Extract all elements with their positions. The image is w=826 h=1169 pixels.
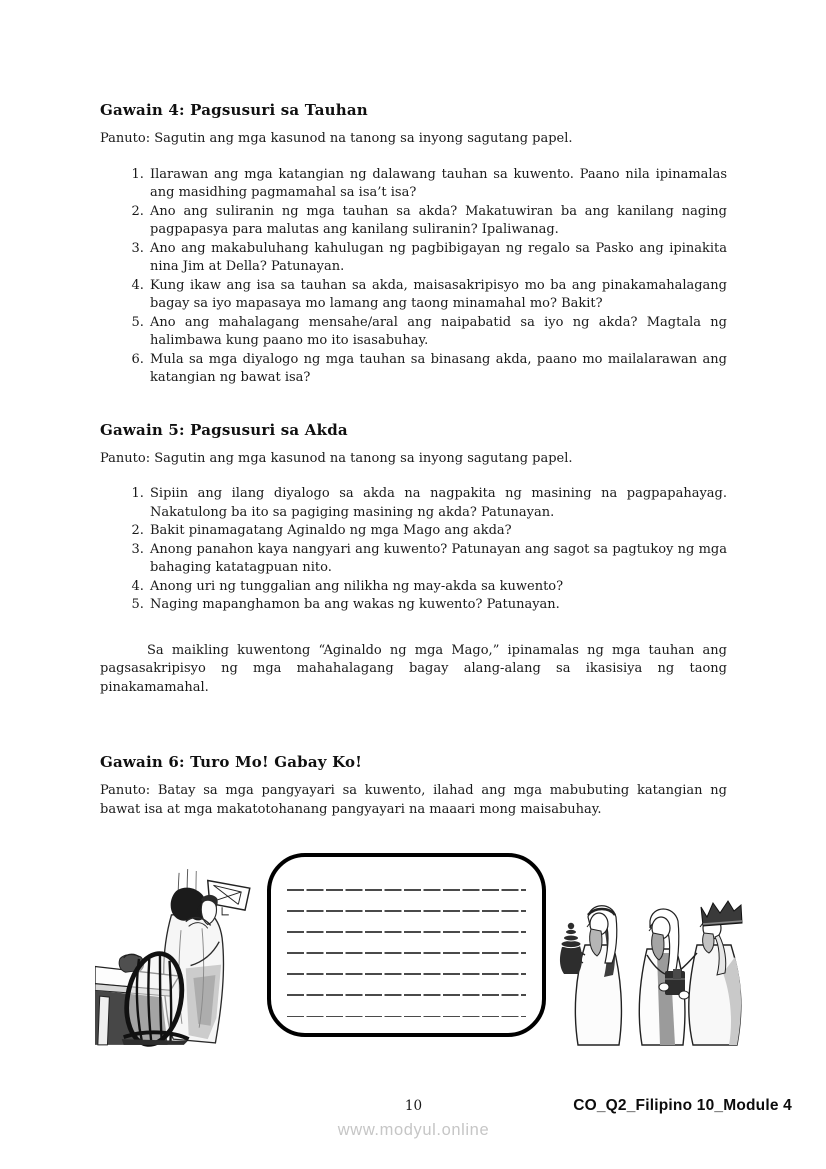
section-gawain6 [100,752,727,819]
question-item: 4. Kung ikaw ang isa sa tauhan sa akda, maisasakripisyo mo ba ang pinakamahalagang bagay sa iyo mapasaya mo lamang ang taong minamahal mo? Bakit? [148,277,727,314]
question-item: 4. Anong uri ng tunggalian ang nilikha ng may-akda sa kuwento? [148,578,727,597]
question-item: 2. Ano ang suliranin ng mga tauhan sa akda? Makatuwiran ba ang kanilang naging pagpapasya para malutas ang kanilang suliranin? Ipaliwanag. [148,203,727,240]
gawain5-instruction: Panuto: Sagutin ang mga kasunod na tanong sa inyong sagutang papel. [100,450,573,466]
gawain4-instruction: Panuto: Sagutin ang mga kasunod na tanong sa inyong sagutang papel. [100,131,573,146]
story-summary-paragraph: Sa maikling kuwentong “Aginaldo ng mga Mago,” ipinamalas ng mga tauhan ang pagsasakripisyo ng mga mahahalagang bagay alang-alang sa ikasisiya ng taong pinakamamahal. [100,642,727,695]
question-item: 2. Bakit pinamagatang Aginaldo ng mga Mago ang akda? [148,522,727,541]
answer-line [287,931,526,933]
couple-embracing-illustration [95,862,267,1050]
answer-box [267,853,546,1037]
module-code-label: CO_Q2_Filipino 10_Module 4 [573,1097,792,1114]
question-item: 1. Ilarawan ang mga katangian ng dalawang tauhan sa kuwento. Paano nila ipinamalas ang masidhing pagmamahal sa isa’t isa? [148,166,727,203]
section-gawain5 [100,420,727,698]
gawain4-title: Gawain 4: Pagsusuri sa Tauhan [100,101,368,119]
section-gawain4 [100,100,727,388]
question-item: 6. Mula sa mga diyalogo ng mga tauhan sa binasang akda, paano mo mailalarawan ang katangian ng bawat isa? [148,351,727,388]
answer-line [287,910,526,912]
question-item: 3. Anong panahon kaya nangyari ang kuwento? Patunayan ang sagot sa pagtukoy ng mga bahaging katatagpuan nito. [148,541,727,578]
question-item: 1. Sipiin ang ilang diyalogo sa akda na nagpakita ng masining na pagpapahayag. Nakatulong ba ito sa pagiging masining ng akda? Patunayan. [148,485,727,522]
gawain5-question-list [100,485,727,615]
gawain4-question-list [100,166,727,388]
answer-line [287,889,526,891]
watermark: www.modyul.online [337,1121,490,1139]
gawain5-title: Gawain 5: Pagsusuri sa Akda [100,420,348,439]
answer-line [287,994,526,996]
figure-row [0,853,826,1063]
answer-line [287,952,526,954]
gawain6-title: Gawain 6: Turo Mo! Gabay Ko! [100,753,362,771]
question-item: 3. Ano ang makabuluhang kahulugan ng pagbibigayan ng regalo sa Pasko ang ipinakita nina Jim at Della? Patunayan. [148,240,727,277]
question-item: 5. Naging mapanghamon ba ang wakas ng kuwento? Patunayan. [148,596,727,615]
page-number: 10 [404,1098,423,1114]
gift-jar [560,946,582,974]
answer-line [287,973,526,975]
gawain6-instruction: Panuto: Batay sa mga pangyayari sa kuwento, ilahad ang mga mabubuting katangian ng bawat isa at mga makatotohanang pangyayari na maaari mong maisabuhay. [100,783,727,817]
answer-lines [271,857,542,1017]
question-item: 5. Ano ang mahalagang mensahe/aral ang naipabatid sa iyo ng akda? Magtala ng halimbawa kung paano mo ito isasabuhay. [148,314,727,351]
answer-line [287,1016,526,1018]
three-magi-illustration [557,895,753,1048]
